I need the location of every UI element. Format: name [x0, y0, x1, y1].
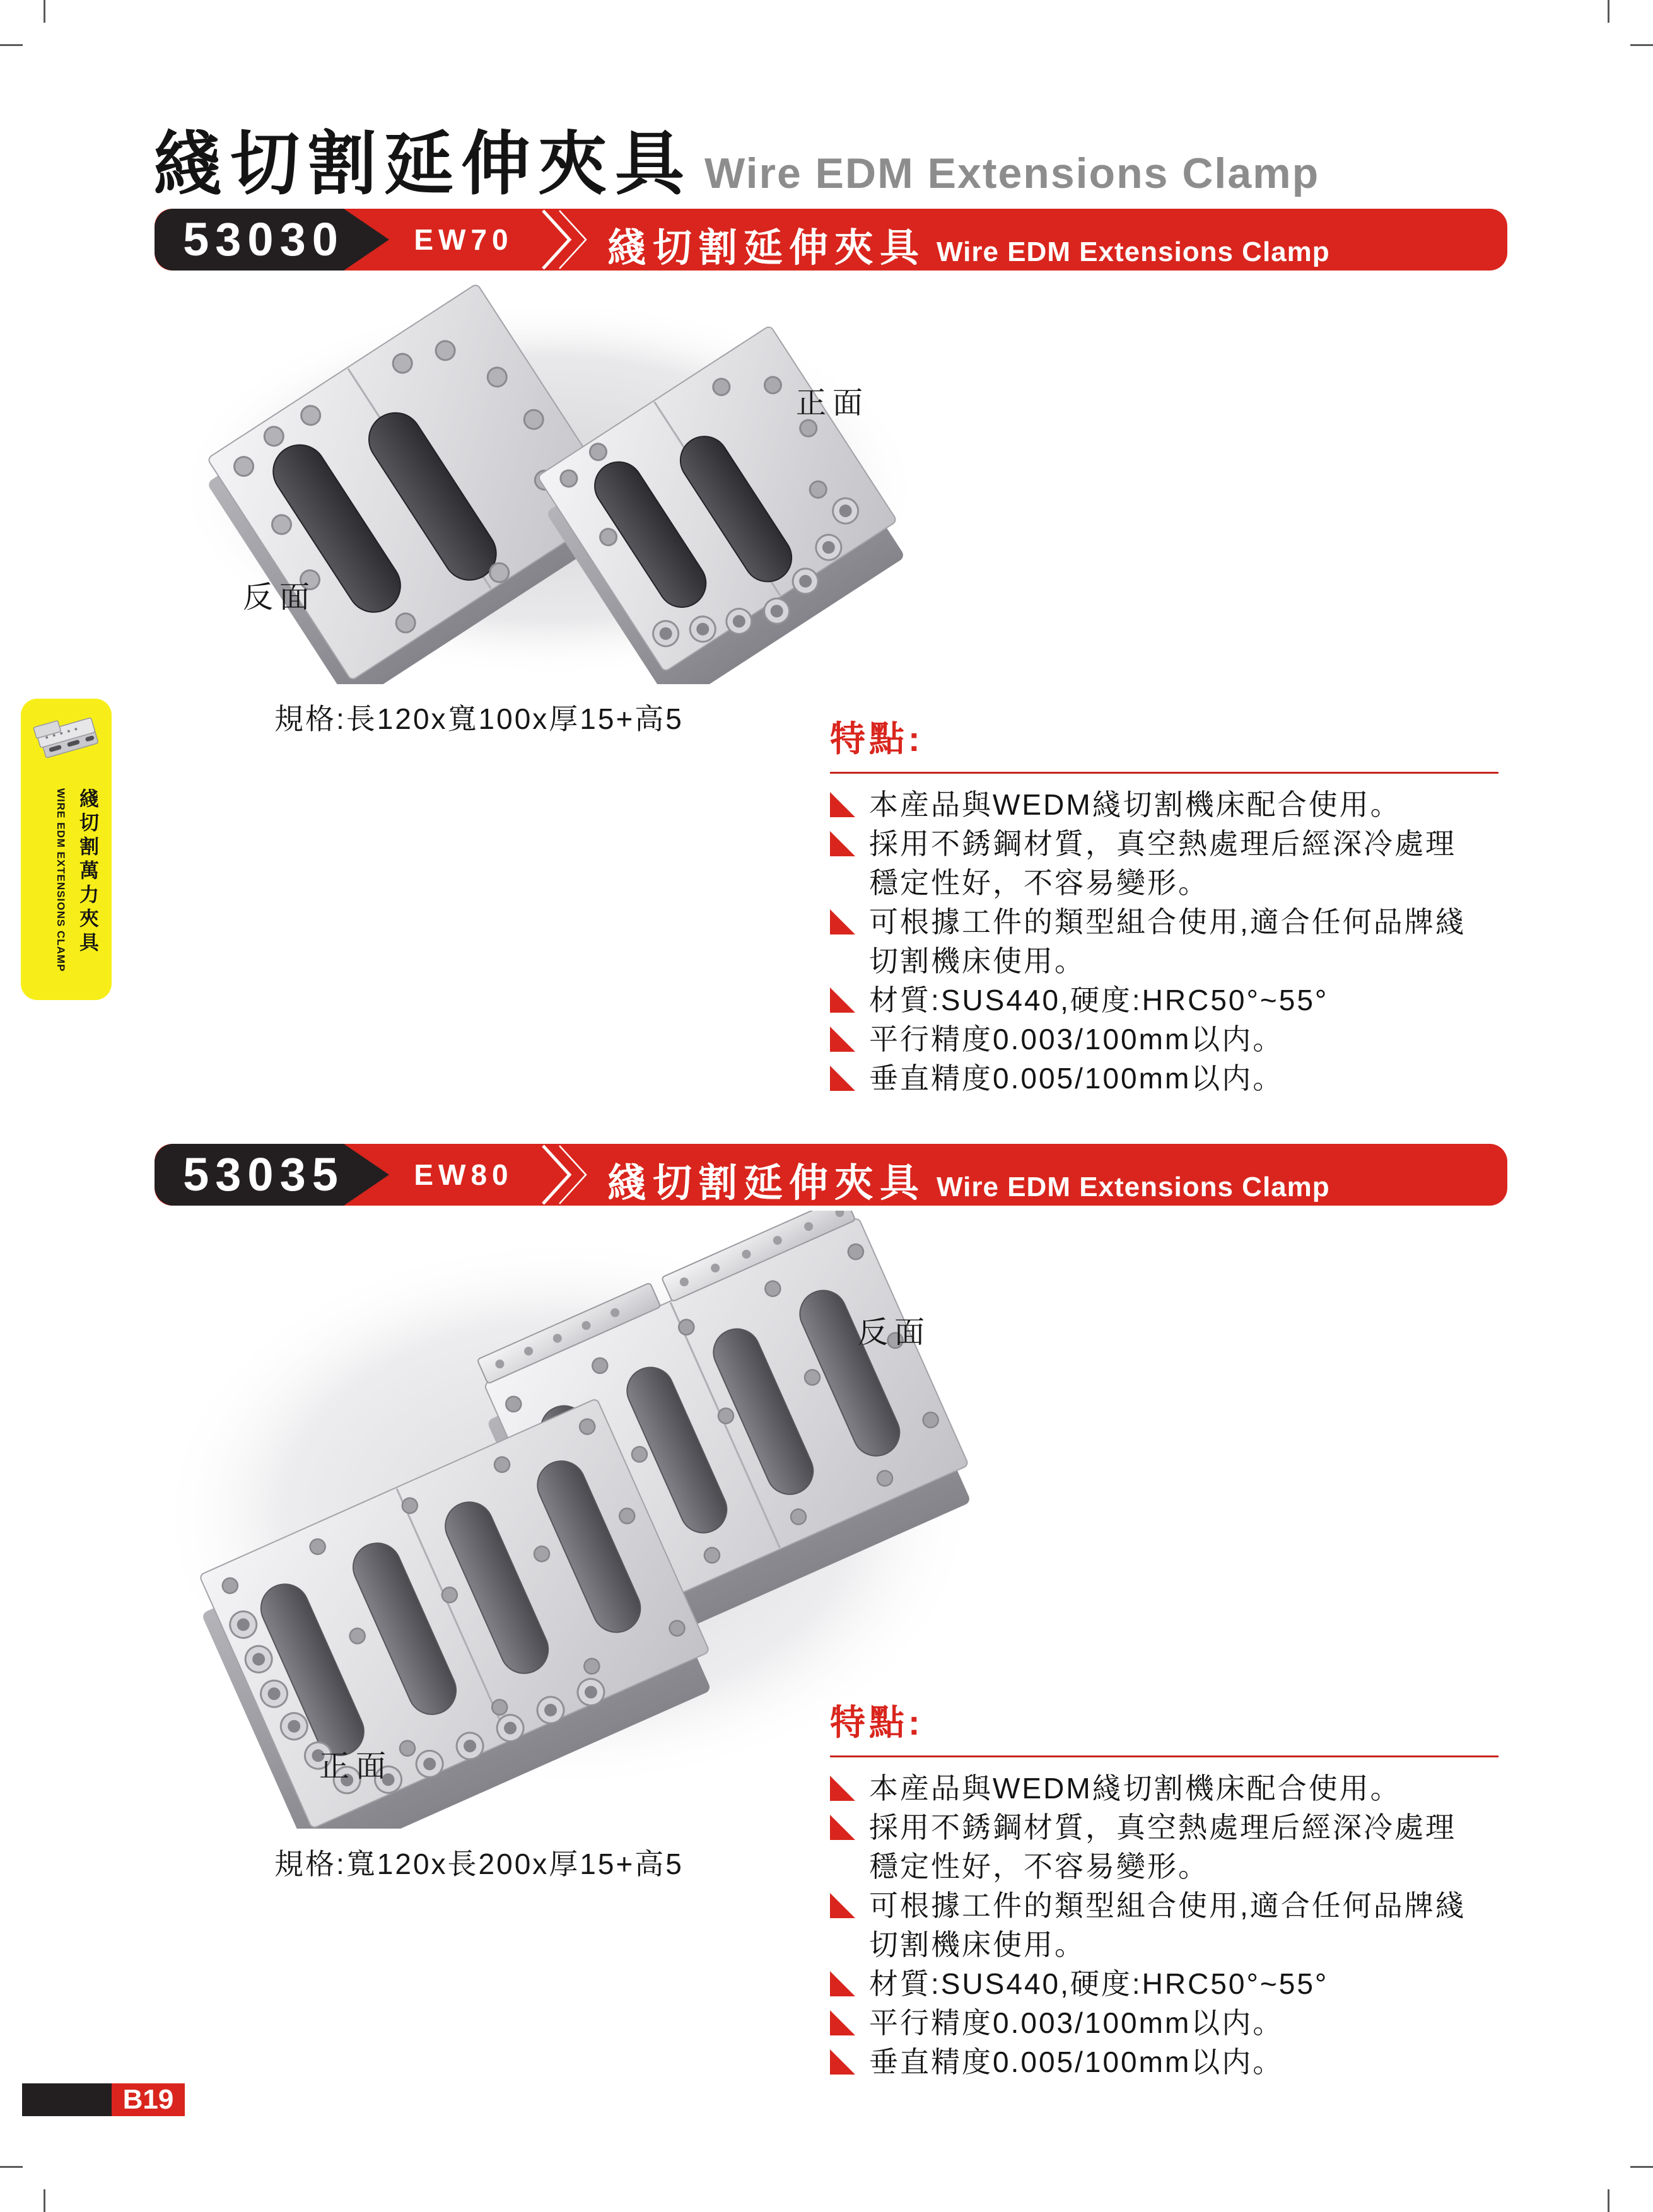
crop-mark-top-left-v: [44, 0, 45, 23]
page-number-badge: B19: [112, 2083, 185, 2116]
bullet-triangle-icon: [830, 831, 855, 856]
feature-item-continuation: 穩定性好，不容易變形。: [869, 866, 1209, 899]
photo-label-front-2: 正面: [319, 1750, 393, 1783]
crop-mark-top-left-h: [0, 44, 23, 46]
banner-title-en: Wire EDM Extensions Clamp: [937, 236, 1330, 267]
page-title: [153, 108, 1319, 208]
crop-mark-bottom-left-h: [0, 2166, 23, 2168]
features-53030: [830, 711, 1506, 1098]
crop-mark-top-right-v: [1608, 0, 1609, 23]
banner-title: [607, 1151, 1330, 1208]
bullet-triangle-icon: [830, 909, 855, 934]
page-title-zh: 綫切割延伸夾具: [153, 125, 692, 203]
feature-item: 垂直精度0.005/100mm以内。: [830, 2042, 1506, 2081]
chevron-separator-icon: [538, 209, 591, 271]
feature-item: 平行精度0.003/100mm以内。: [830, 1020, 1506, 1059]
product-code: 53030: [183, 213, 344, 265]
chevron-separator-icon: [538, 1144, 591, 1206]
photo-label-front-1: 正面: [796, 387, 870, 420]
page-number-block: [22, 2083, 185, 2116]
feature-item-continuation: 切割機床使用。: [869, 1928, 1085, 1961]
page-number-black-bar: [22, 2083, 112, 2116]
bullet-triangle-icon: [830, 1815, 855, 1840]
product-model: EW70: [414, 223, 513, 256]
product-banner-53030: [155, 209, 1507, 271]
product-model: EW80: [414, 1158, 513, 1191]
features-heading: 特點:: [830, 1703, 924, 1742]
feature-item: 材質:SUS440,硬度:HRC50°~55°: [830, 981, 1506, 1020]
product-banner-53035: [155, 1144, 1507, 1206]
feature-item: 本産品與WEDM綫切割機床配合使用。: [830, 1769, 1506, 1808]
photo-label-back-1: 反面: [243, 581, 317, 614]
bullet-triangle-icon: [830, 792, 855, 817]
bullet-triangle-icon: [830, 1027, 855, 1052]
feature-item-continuation: 切割機床使用。: [869, 945, 1085, 977]
bullet-triangle-icon: [830, 1971, 855, 1996]
banner-title: [607, 216, 1330, 272]
page-title-en: Wire EDM Extensions Clamp: [704, 149, 1320, 197]
bullet-triangle-icon: [830, 2010, 855, 2035]
feature-item: 可根據工件的類型組合使用,適合任何品牌綫: [830, 1886, 1506, 1925]
bullet-triangle-icon: [830, 987, 855, 1013]
features-rule: [830, 772, 1498, 774]
feature-item: 本産品與WEDM綫切割機床配合使用。: [830, 785, 1506, 824]
feature-item: 採用不銹鋼材質，真空熱處理后經深冷處理: [830, 824, 1506, 863]
banner-title-en: Wire EDM Extensions Clamp: [937, 1172, 1330, 1202]
banner-title-zh: 綫切割延伸夾具: [607, 226, 926, 270]
bullet-triangle-icon: [830, 1776, 855, 1801]
spec-text-53030: 規格:長120x寬100x厚15+高5: [274, 702, 684, 735]
feature-item: 可根據工件的類型組合使用,適合任何品牌綫: [830, 902, 1506, 941]
bullet-triangle-icon: [830, 1066, 855, 1091]
bullet-triangle-icon: [830, 2049, 855, 2075]
feature-item: 平行精度0.003/100mm以内。: [830, 2003, 1506, 2042]
feature-item-continuation: 穩定性好，不容易變形。: [869, 1850, 1209, 1883]
spec-text-53035: 規格:寬120x長200x厚15+高5: [274, 1848, 684, 1880]
product-photo-ew70: [164, 281, 933, 684]
features-heading: 特點:: [830, 719, 924, 759]
crop-mark-top-right-h: [1630, 44, 1653, 46]
features-rule: [830, 1755, 1498, 1757]
product-code: 53035: [183, 1148, 344, 1201]
feature-item: 採用不銹鋼材質，真空熱處理后經深冷處理: [830, 1808, 1506, 1847]
feature-item: 材質:SUS440,硬度:HRC50°~55°: [830, 1964, 1506, 2003]
features-53035: [830, 1695, 1506, 2081]
crop-mark-bottom-right-v: [1608, 2189, 1609, 2212]
sidebar-thumbnail-image: [28, 709, 104, 763]
banner-title-zh: 綫切割延伸夾具: [607, 1161, 926, 1205]
crop-mark-bottom-left-v: [44, 2189, 45, 2212]
photo-label-back-2: 反面: [858, 1316, 932, 1349]
sidebar-label-zh: 綫切割萬力夾具: [76, 788, 98, 956]
crop-mark-bottom-right-h: [1630, 2166, 1653, 2168]
sidebar-label-en: WIRE EDM EXTENSIONS CLAMP: [55, 788, 67, 972]
bullet-triangle-icon: [830, 1893, 855, 1918]
feature-item: 垂直精度0.005/100mm以内。: [830, 1059, 1506, 1098]
